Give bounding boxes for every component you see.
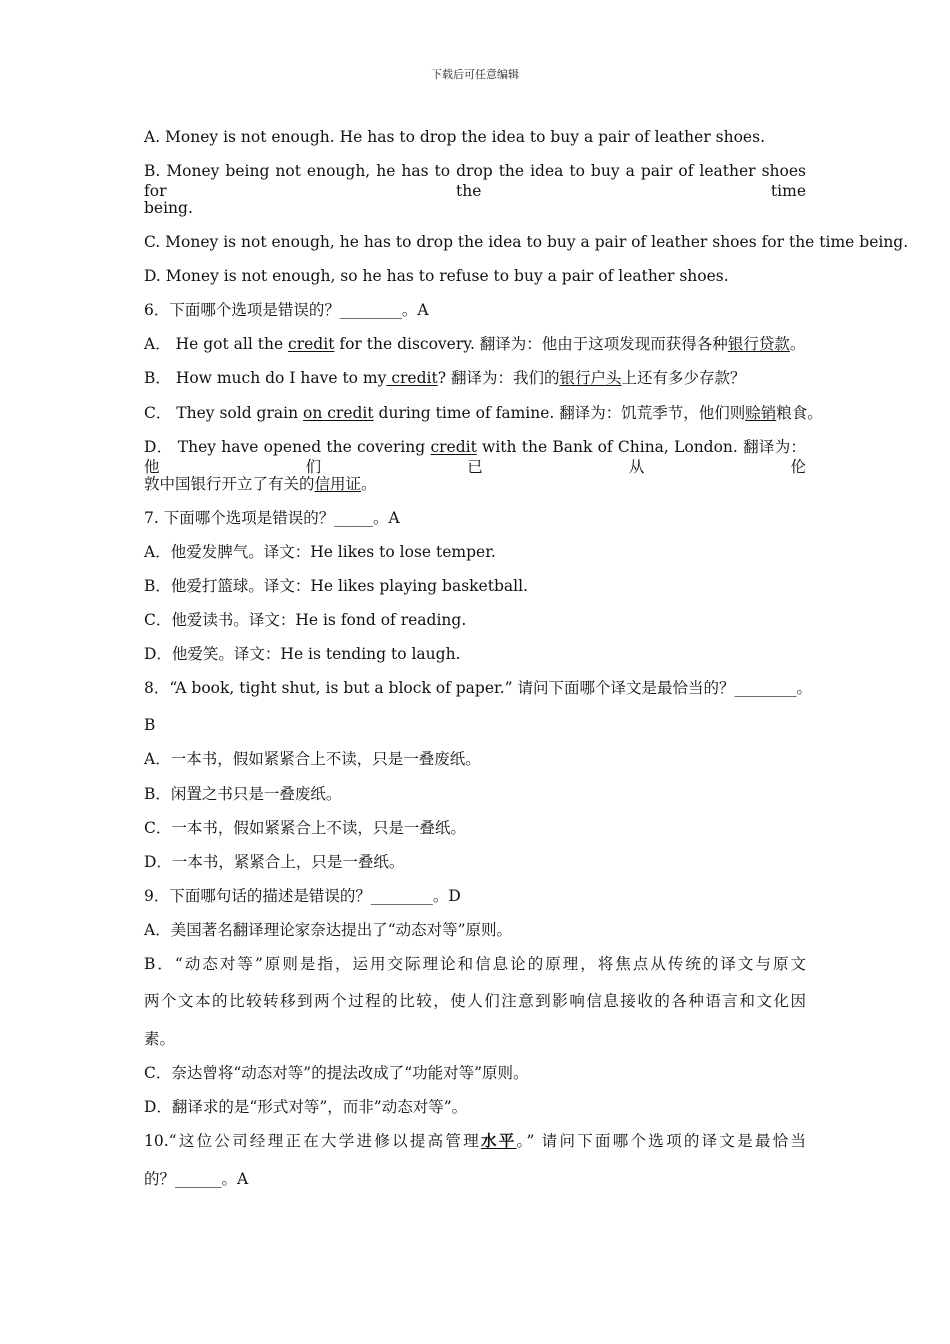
text-segment: 。 — [789, 335, 806, 353]
underlined-term: credit — [386, 369, 438, 387]
underlined-term: 银行户头 — [559, 369, 622, 387]
underlined-term: 银行贷款 — [727, 335, 790, 353]
text-segment: 7. 下面哪个选项是错误的？_____。A — [144, 509, 400, 527]
text-line — [144, 610, 466, 630]
text-segment: C．奈达曾将“动态对等”的提法改成了“功能对等”原则。 — [144, 1064, 529, 1082]
text-segment: A．一本书，假如紧紧合上不读，只是一叠废纸。 — [144, 750, 481, 768]
text-segment: 10.“这位公司经理正在大学进修以提高管理 — [144, 1132, 481, 1150]
text-line — [144, 954, 806, 974]
underlined-term: 水平 — [480, 1131, 517, 1150]
text-line — [144, 644, 460, 664]
text-line — [144, 161, 806, 201]
text-segment: A．他爱发脾气。译文：He likes to lose temper. — [144, 543, 496, 561]
text-line — [144, 1131, 806, 1151]
text-line — [144, 678, 812, 698]
text-line — [144, 818, 466, 838]
text-line — [144, 784, 341, 804]
text-line — [144, 334, 805, 354]
text-line — [144, 1029, 175, 1049]
underlined-term: credit — [430, 438, 477, 456]
text-segment: B. Money being not enough, he has to drop the idea to buy a pair of leather shoes for the time — [144, 162, 806, 200]
text-line — [144, 749, 481, 769]
text-segment: with the Bank of China, London. 翻译为：他们已从伦 — [144, 438, 806, 476]
text-segment: D． They have opened the covering — [144, 438, 431, 456]
text-line — [144, 508, 400, 528]
text-segment: 。 — [361, 475, 377, 493]
text-segment: 素。 — [144, 1030, 176, 1048]
text-line — [144, 198, 193, 218]
text-line — [144, 1097, 467, 1117]
text-line — [144, 474, 377, 494]
text-line — [144, 232, 908, 252]
text-segment: A. Money is not enough. He has to drop the idea to buy a pair of leather shoes. — [144, 128, 765, 146]
text-segment: for the discovery. 翻译为：他由于这项发现而获得各种 — [334, 335, 728, 353]
text-segment: B．“动态对等”原则是指，运用交际理论和信息论的原理，将焦点从传统的译文与原文 — [144, 955, 806, 973]
text-line — [144, 852, 404, 872]
text-segment: C. Money is not enough, he has to drop the idea to buy a pair of leather shoes for the time being. — [144, 233, 909, 251]
text-line — [144, 991, 806, 1011]
text-line — [144, 300, 429, 320]
text-segment: B．闲置之书只是一叠废纸。 — [144, 785, 342, 803]
text-line — [144, 1169, 248, 1189]
text-line — [144, 715, 155, 735]
text-segment: 9．下面哪句话的描述是错误的？________。D — [144, 887, 461, 905]
text-segment: A．美国著名翻译理论家奈达提出了“动态对等”原则。 — [144, 921, 513, 939]
text-segment: D．翻译求的是“形式对等”，而非”动态对等”。 — [144, 1098, 468, 1116]
text-segment: D．一本书，紧紧合上，只是一叠纸。 — [144, 853, 405, 871]
underlined-term: credit — [288, 335, 335, 353]
text-segment: B — [144, 716, 156, 734]
text-line — [144, 437, 806, 477]
underlined-term: 信用证 — [314, 475, 362, 493]
text-segment: 8．“A book, tight shut, is but a block of paper.” 请问下面哪个译文是最恰当的？________。 — [144, 679, 813, 697]
text-segment: being. — [144, 199, 193, 217]
text-line — [144, 368, 745, 388]
underlined-term: on credit — [303, 404, 374, 422]
text-segment: C． They sold grain — [144, 404, 303, 422]
text-line — [144, 127, 765, 147]
text-segment: B．他爱打篮球。译文：He likes playing basketball. — [144, 577, 528, 595]
text-segment: A． He got all the — [144, 335, 289, 353]
text-line — [144, 886, 461, 906]
text-segment: D．他爱笑。译文：He is tending to laugh. — [144, 645, 461, 663]
text-line — [144, 576, 528, 596]
text-segment: during time of famine. 翻译为：饥荒季节，他们则 — [373, 404, 746, 422]
text-segment: 两个文本的比较转移到两个过程的比较，使人们注意到影响信息接收的各种语言和文化因 — [144, 992, 806, 1010]
text-segment: 粮食。 — [776, 404, 823, 422]
text-segment: 6．下面哪个选项是错误的？________。A — [144, 301, 429, 319]
underlined-term: 赊销 — [745, 404, 777, 422]
text-segment: C．他爱读书。译文：He is fond of reading. — [144, 611, 467, 629]
text-line — [144, 403, 823, 423]
text-segment: C．一本书，假如紧紧合上不读，只是一叠纸。 — [144, 819, 466, 837]
text-segment: ? 翻译为：我们的 — [437, 369, 560, 387]
text-segment: 。” 请问下面哪个选项的译文是最恰当 — [516, 1132, 806, 1150]
text-line — [144, 266, 729, 286]
text-segment: B． How much do I have to my — [144, 369, 387, 387]
text-line — [144, 1063, 529, 1083]
text-line — [144, 542, 496, 562]
text-segment: 敦中国银行开立了有关的 — [144, 475, 315, 493]
text-segment: 的？______。A — [144, 1170, 249, 1188]
text-segment: 上还有多少存款？ — [621, 369, 746, 387]
text-segment: D. Money is not enough, so he has to refuse to buy a pair of leather shoes. — [144, 267, 729, 285]
page-header: 下载后可任意编辑 — [431, 68, 519, 81]
text-line — [144, 920, 512, 940]
